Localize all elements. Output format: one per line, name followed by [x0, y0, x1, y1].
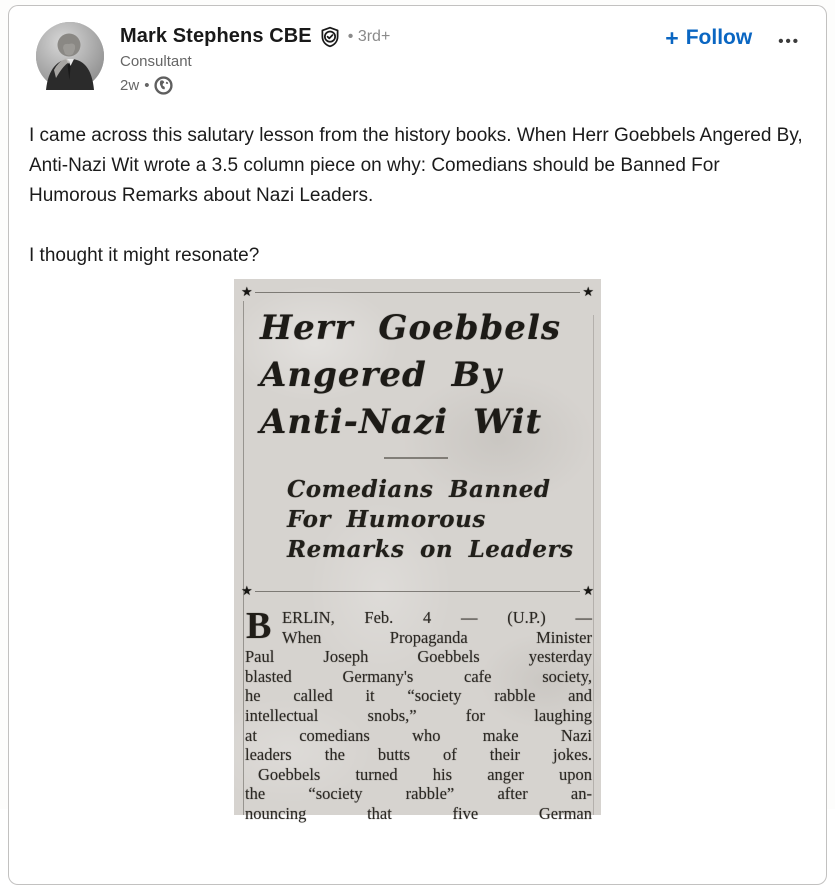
body-paragraph: [245, 647, 592, 765]
meta-separator: •: [144, 76, 150, 94]
star-icon: ★: [241, 284, 253, 299]
dropcap-letter: B: [246, 605, 272, 647]
post-paragraph: I came across this salutary lesson from the history books. When Herr Goebbels Angered By, Anti-Nazi Wit wrote a 3.5 column piece on why: Comedians should be Banned For Humorous Remarks about Nazi Leaders.: [29, 125, 803, 206]
author-headline: Consultant: [120, 53, 192, 70]
section-dash-rule: [384, 457, 448, 459]
plus-icon: +: [665, 25, 679, 51]
rule-line: [255, 591, 581, 592]
body-line: leaders the butts of their jokes.: [245, 745, 592, 765]
header-actions: [665, 26, 800, 50]
avatar[interactable]: [36, 22, 104, 90]
body-line: ERLIN, Feb. 4 — (U.P.) —: [282, 608, 592, 627]
subheadline-line: Comedians Banned: [287, 476, 551, 503]
newspaper-subheadline: [287, 475, 595, 565]
globe-icon: [154, 76, 173, 95]
identity-block: [120, 22, 390, 95]
body-line: When Propaganda Minister: [282, 627, 592, 647]
rule-line: [255, 292, 581, 293]
headline-line: Angered By: [260, 355, 503, 395]
body-line: at comedians who make Nazi: [245, 725, 592, 745]
body-line: the “society rabble” after an-: [245, 784, 592, 804]
follow-button[interactable]: [665, 26, 752, 50]
post-header: [9, 6, 826, 95]
post-text: [9, 95, 826, 271]
body-line: nouncing that five German: [245, 803, 592, 823]
post-card: [8, 5, 827, 885]
body-line: Goebbels turned his anger upon: [258, 764, 592, 784]
post-image-area: [9, 271, 826, 823]
body-line: blasted Germany's cafe society,: [245, 666, 592, 686]
verified-shield-icon: [319, 26, 341, 48]
body-line: he called it “society rabble and: [245, 686, 592, 706]
name-row: [120, 25, 390, 48]
follow-label: Follow: [685, 26, 753, 49]
star-rule: [241, 584, 594, 598]
headline-line: Anti-Nazi Wit: [260, 402, 543, 442]
author-name[interactable]: Mark Stephens CBE: [120, 25, 312, 47]
star-icon: ★: [241, 583, 253, 598]
body-line: intellectual snobs,” for laughing: [245, 705, 592, 725]
avatar-portrait-image: [36, 22, 104, 90]
column-rule-left: [243, 301, 244, 815]
newspaper-headline: [260, 305, 593, 446]
body-paragraph: [245, 765, 592, 824]
newspaper-clipping-image[interactable]: [234, 279, 601, 823]
post-meta: [120, 75, 390, 95]
post-paragraph: I thought it might resonate?: [29, 245, 260, 266]
star-rule: [241, 285, 594, 299]
subheadline-line: Remarks on Leaders: [287, 536, 574, 563]
overflow-menu-button[interactable]: •••: [778, 33, 800, 50]
headline-line: Herr Goebbels: [260, 308, 562, 348]
timestamp: 2w: [120, 76, 140, 94]
connection-degree: • 3rd+: [347, 27, 391, 45]
star-icon: ★: [582, 284, 594, 299]
body-line: Paul Joseph Goebbels yesterday: [245, 647, 592, 667]
newspaper-body: [245, 605, 592, 824]
star-icon: ★: [582, 583, 594, 598]
subheadline-line: For Humorous: [287, 506, 486, 533]
column-rule-right: [593, 315, 594, 815]
